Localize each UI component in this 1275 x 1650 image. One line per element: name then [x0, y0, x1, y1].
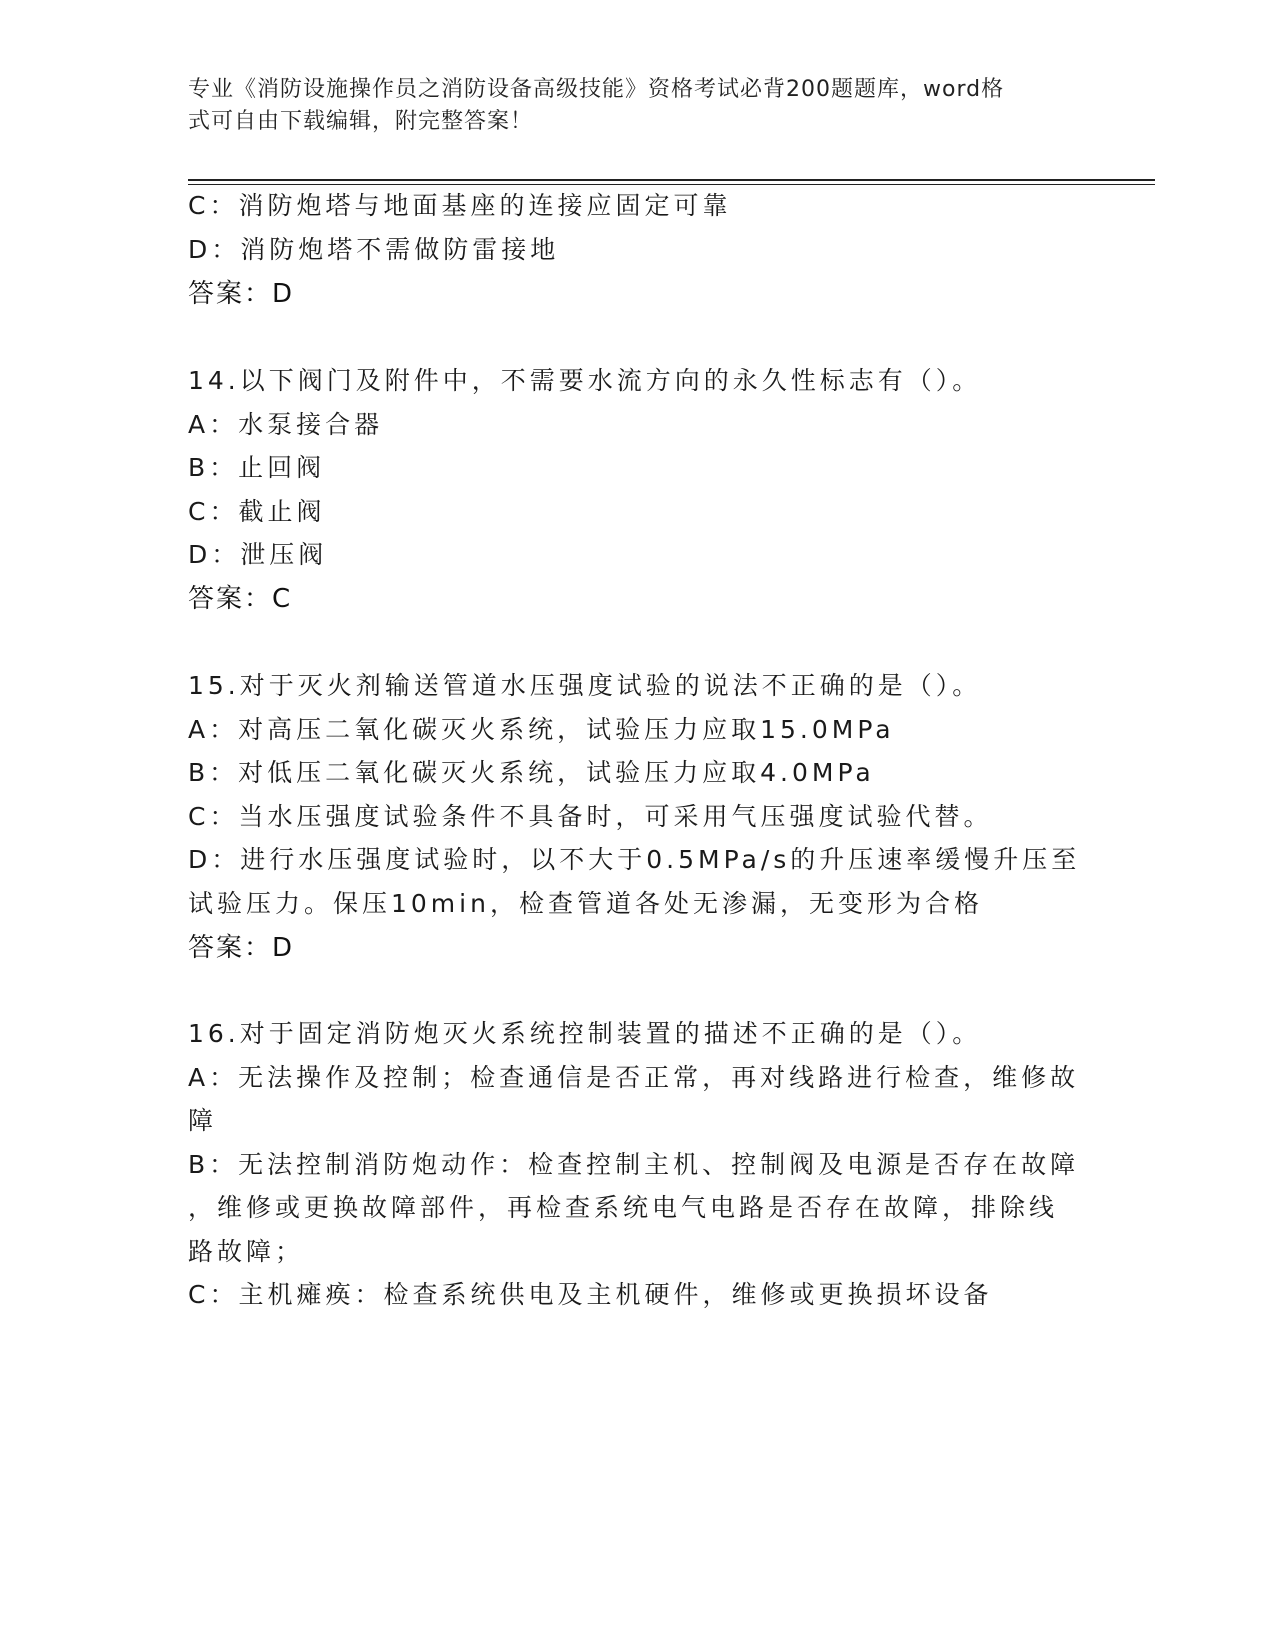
q14-option-b: B：止回阀: [188, 453, 326, 482]
q16-option-a-line-2: 障: [188, 1106, 218, 1135]
header-line-1: 专业《消防设施操作员之消防设备高级技能》资格考试必背200题题库，word格: [188, 77, 1005, 102]
q16-option-c: C：主机瘫痪：检查系统供电及主机硬件，维修或更换损坏设备: [188, 1280, 993, 1309]
header-divider-thick: [188, 179, 1155, 181]
header-divider-thin: [188, 184, 1155, 185]
prev-option-c: C：消防炮塔与地面基座的连接应固定可靠: [188, 191, 732, 220]
q15-option-b: B：对低压二氧化碳灭火系统，试验压力应取4.0MPa: [188, 758, 875, 787]
q14-answer: 答案：C: [188, 584, 293, 614]
q15-option-d-line-2: 试验压力。保压10min，检查管道各处无渗漏，无变形为合格: [188, 889, 983, 918]
q15-option-c: C：当水压强度试验条件不具备时，可采用气压强度试验代替。: [188, 802, 993, 831]
prev-answer: 答案：D: [188, 279, 295, 309]
header-line-2: 式可自由下载编辑，附完整答案！: [188, 109, 534, 134]
prev-option-d: D：消防炮塔不需做防雷接地: [188, 235, 560, 264]
q15-option-a: A：对高压二氧化碳灭火系统，试验压力应取15.0MPa: [188, 715, 895, 744]
document-header: [188, 74, 1068, 138]
q14-stem: 14.以下阀门及附件中，不需要水流方向的永久性标志有（）。: [188, 366, 982, 395]
q15-stem: 15.对于灭火剂输送管道水压强度试验的说法不正确的是（）。: [188, 671, 982, 700]
q16-option-b-line-2: ，维修或更换故障部件，再检查系统电气电路是否存在故障，排除线: [188, 1193, 1059, 1222]
q16-option-b-line-3: 路故障；: [188, 1237, 305, 1266]
q14-option-d: D：泄压阀: [188, 540, 328, 569]
q16-option-a-line-1: A：无法操作及控制；检查通信是否正常，再对线路进行检查，维修故: [188, 1063, 1080, 1092]
q15-option-d-line-1: D：进行水压强度试验时，以不大于0.5MPa/s的升压速率缓慢升压至: [188, 845, 1081, 874]
q16-option-b-line-1: B：无法控制消防炮动作：检查控制主机、控制阀及电源是否存在故障: [188, 1150, 1080, 1179]
q14-option-a: A：水泵接合器: [188, 410, 384, 439]
q14-option-c: C：截止阀: [188, 497, 326, 526]
q16-stem: 16.对于固定消防炮灭火系统控制装置的描述不正确的是（）。: [188, 1019, 982, 1048]
q15-answer: 答案：D: [188, 933, 295, 963]
